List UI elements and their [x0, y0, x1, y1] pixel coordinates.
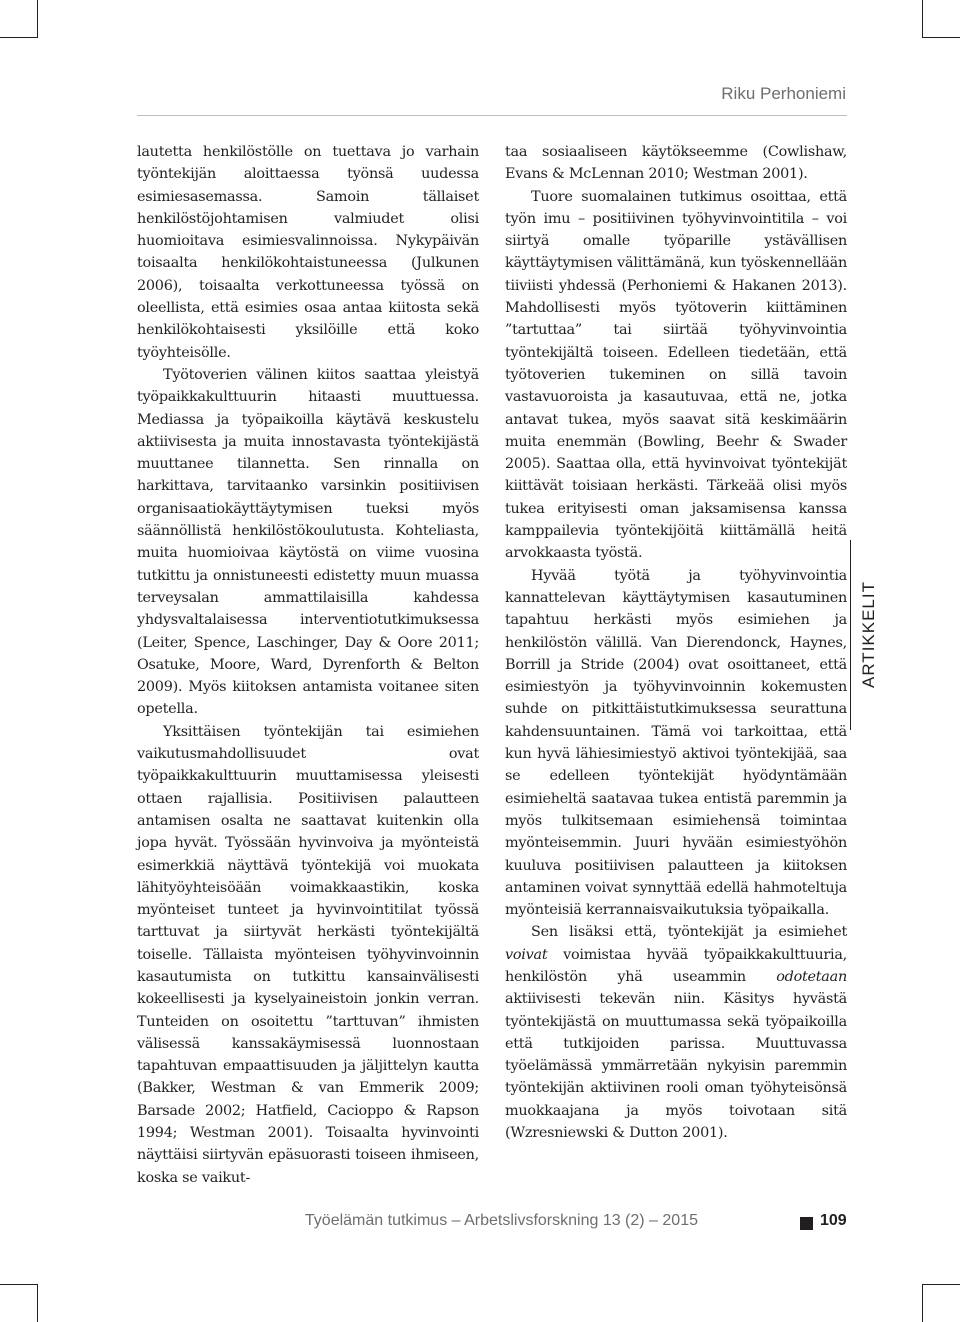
text-run: aktiivisesti tekevän niin. Käsitys hyvästä työntekijästä on muuttumassa sekä työpaikoilla että tutkijoiden parissa. Muuttuvassa työelämässä ymmärretään nykyisin paremmin työntekijän aktiivinen rooli oman työhyteisönsä muokkaajana ja myös toivotaan sitä (Wzresniewski & Dutton 2001).: [505, 991, 847, 1142]
crop-mark-top-left: [37, 0, 38, 38]
crop-mark-bottom-left-h: [0, 1284, 38, 1285]
page-footer: [0, 1212, 960, 1236]
paragraph: Tuore suomalainen tutkimus osoittaa, että työn imu – positiivinen työhyvinvointitila – voi siirtyä omalle työparille ystävällisen käyttäytymisen välittämänä, kun työskennellään tiiviisti yhdessä (Perhoniemi & Hakanen 2013). Mahdollisesti myös työtoverin kiittäminen ”tartuttaa” tai siirtää työhyvinvointia työntekijältä toiseen. Edelleen tiedetään, että työtoverien tukeminen on sillä tavoin vastavuoroista ja kasautuvaa, että ne, jotka antavat tukea, myös saavat sitä keskimäärin muita enemmän (Bowling, Beehr & Swader 2005). Saattaa olla, että hyvinvoivat työntekijät kiittävät toisiaan herkästi. Tärkeää olisi myös tukea erityisesti oman jaksamisensa kanssa kamppailevia työntekijöitä kiittämällä heitä arvokkaasta työstä.: [505, 188, 847, 562]
running-header-author: Riku Perhoniemi: [721, 84, 846, 103]
text-run: Sen lisäksi että, työntekijät ja esimiehet: [531, 924, 847, 941]
square-bullet-icon: [800, 1217, 813, 1230]
paragraph: lautetta henkilöstölle on tuettava jo varhain työntekijän aloittaessa työnsä uudessa esimiesasemassa. Samoin tällaiset henkilöstöjohtamisen valmiudet olisi huomioitava esimiesvalinnoissa. Nykypäivän toisaalta henkilökohtaistuneessa (Julkunen 2006), toisaalta verkottuneessa työssä on oleellista, että esimies osaa antaa kiitosta sekä henkilökohtaisesti yksilöille että koko työyhteisölle.: [137, 144, 479, 361]
crop-mark-bottom-right: [922, 1284, 923, 1322]
emphasis: voivat: [505, 946, 548, 963]
section-side-label: [850, 540, 886, 730]
emphasis: odotetaan: [776, 968, 847, 985]
crop-mark-top-right-h: [922, 37, 960, 38]
paragraph: Hyvää työtä ja työhyvinvointia kannattelevan käyttäytymisen kasautuminen tapahtuu herkästi myös esimiehen ja henkilöstön välillä. Van Dierendonck, Haynes, Borrill ja Stride (2004) ovat osoittaneet, että esimiestyön ja työhyvinvoinnin kokemusten suhde on pitkittäistutkimuksessa seurattuna kahdensuuntainen. Tämä voi tarkoittaa, että kun hyvä lähiesimiestyö aktivoi työntekijää, saa se edelleen työntekijät hyödyntämään esimieheltä saatavaa tukea entistä paremmin ja myös tulkitsemaan esimiehensä toimintaa myönteisemmin. Juuri hyvään esimiestyöhön kuuluva positiivisen palautteen ja kiitoksen antaminen voivat synnyttää edellä hahmoteltuja myönteisiä kerrannaisvaikutuksia työpaikalla.: [505, 567, 847, 919]
side-label-text: ARTIKKELIT: [859, 581, 878, 689]
paragraph: taa sosiaaliseen käytökseemme (Cowlishaw, Evans & McLennan 2010; Westman 2001).: [505, 144, 847, 183]
crop-mark-top-left-h: [0, 37, 38, 38]
right-text-column: [505, 141, 847, 1144]
crop-mark-bottom-left: [37, 1284, 38, 1322]
journal-citation: Työelämän tutkimus – Arbetslivsforskning 13 (2) – 2015: [304, 1212, 698, 1229]
text-run: voimistaa hyvää työpaikkakulttuuria, henkilöstön yhä useammin: [505, 946, 847, 985]
side-label-rule: [850, 540, 851, 730]
page-number: 109: [820, 1212, 847, 1229]
paragraph: [505, 921, 847, 1144]
header-divider: [137, 115, 847, 116]
paragraph: Yksittäisen työntekijän tai esimiehen vaikutusmahdollisuudet ovat työpaikkakulttuurin muuttamisessa yleisesti ottaen rajallisia. Positiivisen palautteen antamisen osalta ne saattavat kuitenkin olla jopa hyvät. Työssään hyvinvoiva ja myönteistä esimerkkiä näyttävä työntekijä voi muokata lähityöyhteisöään voimakkaastikin, koska myönteiset tunteet ja hyvinvointitilat työssä tarttuvat ja siirtyvät herkästi työntekijältä toiselle. Tällaista myönteisen työhyvinvoinnin kasautumista on tutkittu kansainvälisesti kokeellisesti ja kyselyaineistoin jonkin verran. Tunteiden on osoitettu ”tarttuvan” ihmisten välisessä kanssakäymisessä luonnostaan tapahtuvan empaattisuuden ja jäljittelyn kautta (Bakker, Westman & van Emmerik 2009; Barsade 2002; Hatfield, Cacioppo & Rapson 1994; Westman 2001). Toisaalta hyvinvointi näyttäisi siirtyvän epäsuorasti toiseen ihmiseen, koska se vaikut-: [137, 723, 479, 1186]
crop-mark-bottom-right-h: [922, 1284, 960, 1285]
left-text-column: [137, 141, 479, 1189]
crop-mark-top-right: [922, 0, 923, 38]
paragraph: Työtoverien välinen kiitos saattaa yleistyä työpaikkakulttuurin hitaasti muuttuessa. Mediassa ja työpaikoilla käytävä keskustelu aktiivisesta ja muita innostavasta työntekijästä muuttanee tilannetta. Sen rinnalla on harkittava, tarvitaanko varsinkin positiivisen organisaatiokäyttäytymisen tueksi myös säännöllistä henkilöstökoulutusta. Kohteliasta, muita huomioivaa käytöstä on viime vuosina tutkittu ja onnistuneesti edistetty muun muassa terveysalan ammattilaisilla kahdessa yhdysvaltalaisessa interventiotutkimuksessa (Leiter, Spence, Laschinger, Day & Oore 2011; Osatuke, Moore, Ward, Dyrenforth & Belton 2009). Myös kiitoksen antamista voitanee siten opetella.: [137, 366, 479, 718]
